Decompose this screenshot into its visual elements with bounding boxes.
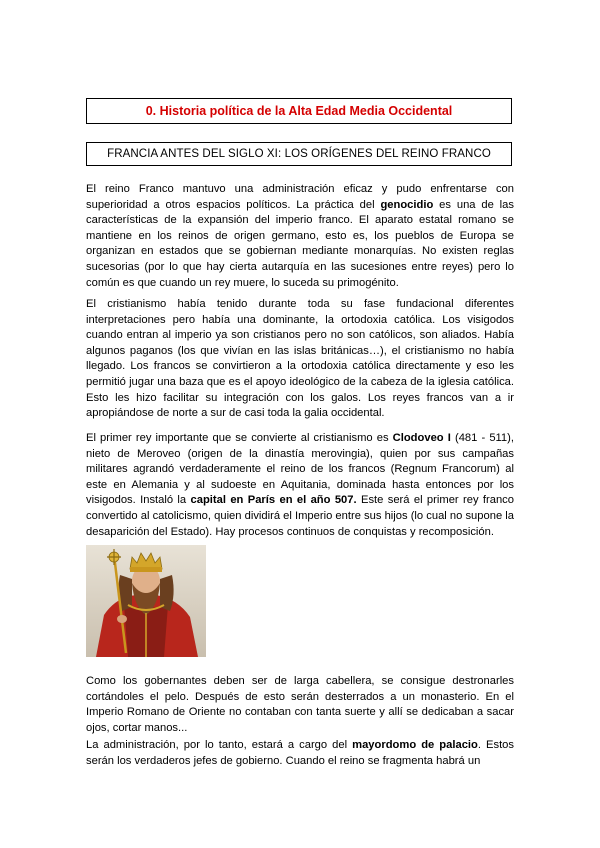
p1-text-a: El reino Franco mantuvo una administración eficaz y pudo enfrentarse con superioridad a otros espacios políticos. La práctica del: [86, 183, 514, 211]
p2-text: El cristianismo había tenido durante toda su fase fundacional diferentes interpretaciones pero había una dominante, la ortodoxia católica. Los visigodos cuando entran al imperio ya son cristianos pero no son católicos, son aliados. Había algunos paganos (los que vivían en las islas británicas…), el cristianismo no había llegado. Los francos se convirtieron a la ortodoxia católica directamente y eso les permitió jugar una baza que es el apoyo ideológico de la cabeza de la iglesia católica. Esto les hizo facilitar su integración con los galos. Los reyes francos van a ir apropiándose de norte a sur de casi toda la galia occidental.: [86, 298, 514, 420]
chapter-heading-box: [86, 142, 512, 166]
p3-bold-clodoveo: Clodoveo I: [392, 432, 451, 444]
paragraph-1: [86, 182, 514, 291]
p3-text-c: Este será el primer rey franco convertido al catolicismo, quien dividirá el Imperio entre sus hijos (lo cual no supone la desaparición del Estado). Hay procesos continuos de conquistas y recomposición.: [86, 494, 514, 538]
p1-text-b: es una de las características de la expansión del imperio franco. El aparato estatal romano se mantiene en los reinos de origen germano, esto es, los pueblos de Europa se organizan en estados que se gobiernan mediante monarquías. No existen reglas sucesorias (por lo que hay cierta autarquía en las sucesiones entre reyes) pero lo común es que cuando un rey muere, lo suceda su primogénito.: [86, 198, 514, 289]
p3-bold-capital: capital en París en el año 507.: [190, 494, 357, 507]
clovis-portrait-image: [86, 545, 206, 657]
crown-band: [130, 567, 162, 572]
p3-text-b: (481 - 511), nieto de Meroveo (origen de la dinastía merovingia), quien por sus campañas militares agrandó verdaderamente el reino de los francos (Regnum Francorum) al este en Alemania y al sudoeste en Aquitania, dominada hasta entonces por los visigodos. Instaló la: [86, 432, 514, 507]
p5-text-b: . Estos serán los verdaderos jefes de gobierno. Cuando el reino se fragmenta habrá un: [86, 739, 514, 767]
paragraph-2: [86, 297, 514, 422]
king-portrait-illustration: [86, 545, 206, 657]
p5-bold-mayordomo: mayordomo de palacio: [352, 739, 478, 751]
paragraph-5: [86, 738, 514, 769]
paragraph-4: [86, 674, 514, 736]
p3-text-a: El primer rey importante que se convierte al cristianismo es: [86, 432, 393, 444]
p1-bold-genocidio: genocidio: [380, 198, 434, 211]
section-title-box: [86, 98, 512, 124]
p4-text: Como los gobernantes deben ser de larga cabellera, se consigue destronarles cortándoles el pelo. Después de esto serán desterrados a un monasterio. En el Imperio Romano de Oriente no contaban con tanta suerte y allí se dedicaban a sacar ojos, cortar manos...: [86, 675, 514, 734]
chapter-heading: FRANCIA ANTES DEL SIGLO XI: LOS ORÍGENES DEL REINO FRANCO: [107, 148, 491, 160]
hand: [117, 615, 127, 623]
section-title: 0. Historia política de la Alta Edad Media Occidental: [145, 104, 453, 118]
p5-text-a: La administración, por lo tanto, estará a cargo del: [86, 739, 353, 751]
paragraph-3: [86, 431, 514, 540]
